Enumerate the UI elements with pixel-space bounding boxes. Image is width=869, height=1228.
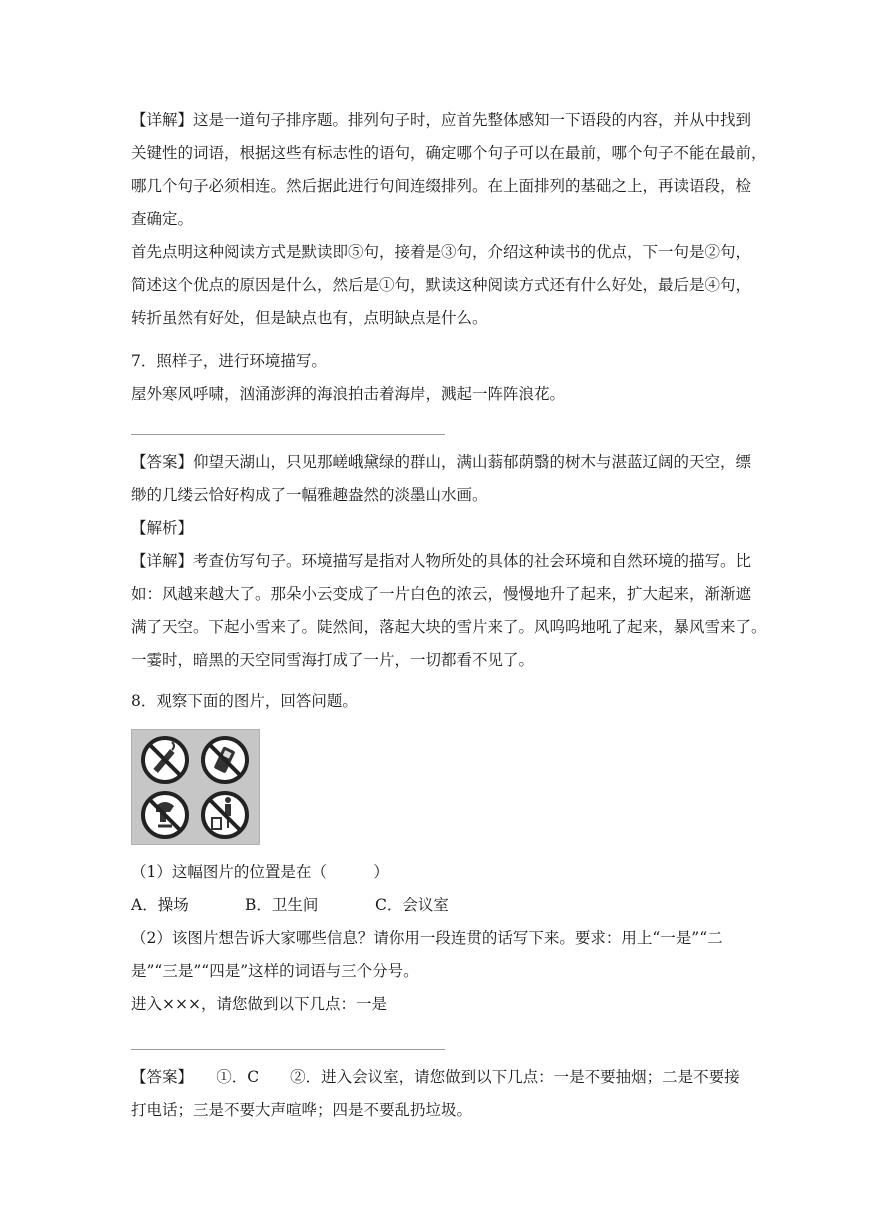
answer-separator: [131, 434, 445, 435]
prohibition-signs-svg: [132, 730, 259, 844]
question-7-title: 7．照样子，进行环境描写。: [131, 352, 327, 370]
answer-line: 缈的几缕云恰好构成了一幅雅趣盎然的淡墨山水画。: [131, 486, 488, 504]
analysis-label: 【解析】: [131, 519, 194, 537]
question-8-sub1: （1）这幅图片的位置是在（ ）: [131, 863, 389, 881]
text-line: 转折虽然有好处，但是缺点也有，点明缺点是什么。: [131, 309, 488, 327]
option-b: B．卫生间: [245, 896, 319, 914]
detail-line: 【详解】考查仿写句子。环境描写是指对人物所处的具体的社会环境和自然环境的描写。比: [131, 552, 752, 570]
question-8-prompt: 进入×××，请您做到以下几点：一是: [131, 995, 387, 1013]
detail-paragraph-q6: [131, 104, 771, 335]
answer-line: 【答案】仰望天湖山，只见那嵯峨黛绿的群山，满山蓊郁荫翳的树木与湛蓝辽阔的天空，缥: [131, 453, 752, 471]
option-c: C．会议室: [375, 896, 449, 914]
detail-line: 满了天空。下起小雪来了。陡然间，落起大块的雪片来了。风呜呜地吼了起来，暴风雪来了。: [131, 618, 767, 636]
no-phone-icon: [203, 738, 247, 782]
text-line: 简述这个优点的原因是什么，然后是①句，默读这种阅读方式还有什么好处，最后是④句，: [131, 276, 752, 294]
text-line: 查确定。: [131, 210, 194, 228]
answer-7: [131, 446, 771, 677]
text-line: 关键性的词语，根据这些有标志性的语句，确定哪个句子可以在最前，哪个句子不能在最前，: [131, 144, 767, 162]
no-noise-icon: [143, 793, 187, 837]
text-line: 【详解】这是一道句子排序题。排列句子时，应首先整体感知一下语段的内容，并从中找到: [131, 111, 752, 129]
question-8-body: [131, 856, 771, 1021]
answer-8: [131, 1061, 771, 1127]
question-8-sub2-line: 是”“三是”“四是”这样的词语与三个分号。: [131, 962, 419, 980]
answer-line: 【答案】 ①．C ②．进入会议室，请您做到以下几点：一是不要抽烟；二是不要接: [131, 1068, 740, 1086]
answer-separator: [131, 1049, 445, 1050]
text-line: 首先点明这种阅读方式是默读即⑤句，接着是③句，介绍这种读书的优点，下一句是②句，: [131, 243, 752, 261]
question-8-title: [131, 685, 771, 718]
detail-line: 一霎时，暗黑的天空同雪海打成了一片，一切都看不见了。: [131, 651, 535, 669]
question-7: [131, 345, 771, 411]
question-8-sub2-line: （2）该图片想告诉大家哪些信息？请你用一段连贯的话写下来。要求：用上“一是”“二: [131, 929, 723, 947]
no-littering-icon: [203, 793, 247, 837]
detail-line: 如：风越来越大了。那朵小云变成了一片白色的浓云，慢慢地升了起来，扩大起来，渐渐遮: [131, 585, 752, 603]
text-line: 哪几个句子必须相连。然后据此进行句间连缀排列。在上面排列的基础之上，再读语段，检: [131, 177, 752, 195]
no-smoking-icon: [143, 738, 187, 782]
question-8-options: [131, 889, 771, 922]
option-a: A．操场: [131, 896, 189, 914]
answer-line: 打电话；三是不要大声喧哗；四是不要乱扔垃圾。: [131, 1101, 473, 1119]
question-8-title-text: 8．观察下面的图片，回答问题。: [131, 692, 358, 710]
prohibition-signs-image: [131, 729, 260, 845]
question-7-example: 屋外寒风呼啸，汹涌澎湃的海浪拍击着海岸，溅起一阵阵浪花。: [131, 385, 566, 403]
